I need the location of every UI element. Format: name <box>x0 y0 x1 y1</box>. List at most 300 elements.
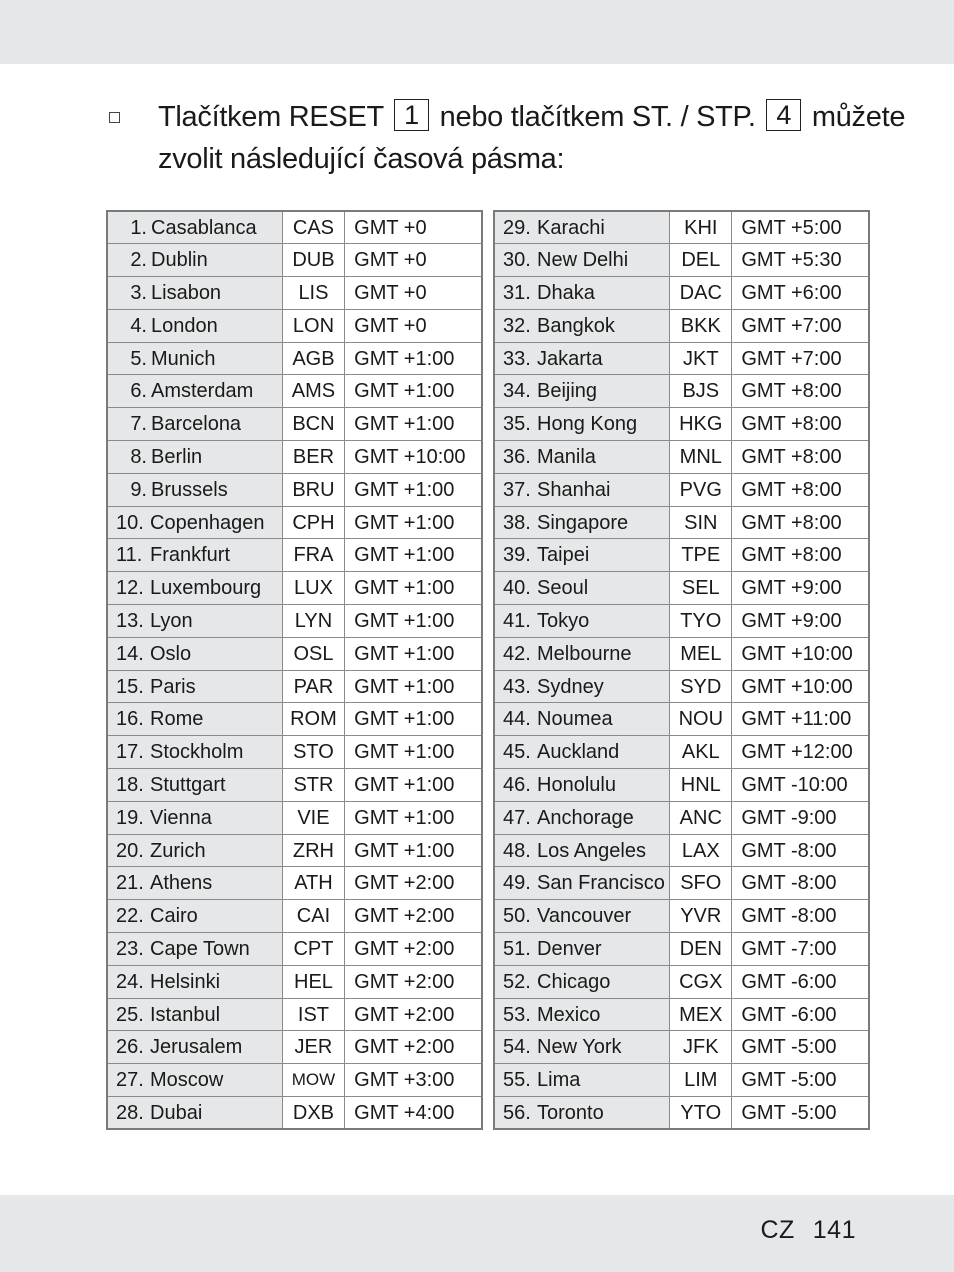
city-name: Berlin <box>151 445 203 468</box>
code-cell: OSL <box>282 637 344 670</box>
table-row <box>494 637 869 670</box>
city-name: Auckland <box>537 741 620 764</box>
code-cell: BJS <box>670 375 732 408</box>
row-number: 41. <box>503 609 531 632</box>
table-row <box>494 408 869 441</box>
table-row <box>494 933 869 966</box>
gmt-cell: GMT +1:00 <box>345 736 482 769</box>
code-cell: FRA <box>282 539 344 572</box>
code-cell: SIN <box>670 506 732 539</box>
city-name: Hong Kong <box>537 413 638 436</box>
gmt-cell: GMT +7:00 <box>732 309 869 342</box>
table-row <box>107 572 482 605</box>
city-name: Helsinki <box>150 970 221 993</box>
city-cell <box>494 375 670 408</box>
code-cell: DEN <box>670 933 732 966</box>
city-name: Cairo <box>150 905 198 928</box>
code-cell: STO <box>282 736 344 769</box>
city-cell <box>107 867 282 900</box>
row-number: 32. <box>503 314 531 337</box>
table-row <box>494 605 869 638</box>
code-cell: JER <box>282 1031 344 1064</box>
city-name: Jerusalem <box>150 1036 243 1059</box>
row-number: 5. <box>130 347 147 370</box>
city-name: Jakarta <box>537 347 603 370</box>
row-number: 36. <box>503 445 531 468</box>
row-number: 21. <box>116 872 144 895</box>
gmt-cell: GMT +3:00 <box>345 1064 482 1097</box>
code-cell: LIM <box>670 1064 732 1097</box>
code-cell: SFO <box>670 867 732 900</box>
table-row <box>494 670 869 703</box>
table-row <box>107 539 482 572</box>
city-cell <box>494 244 670 277</box>
code-cell: MOW <box>282 1064 344 1097</box>
row-number: 29. <box>503 216 531 239</box>
city-name: Moscow <box>150 1069 224 1092</box>
gmt-cell: GMT +9:00 <box>732 605 869 638</box>
city-name: Lima <box>537 1069 581 1092</box>
gmt-cell: GMT +1:00 <box>345 539 482 572</box>
intro-line-1 <box>158 96 906 138</box>
city-name: Singapore <box>537 511 629 534</box>
code-cell: NOU <box>670 703 732 736</box>
city-name: Beijing <box>537 380 598 403</box>
table-row <box>494 539 869 572</box>
city-cell <box>107 244 282 277</box>
city-name: Lyon <box>150 609 193 632</box>
table-row <box>494 506 869 539</box>
page-footer <box>760 1216 856 1245</box>
city-name: Mexico <box>537 1003 601 1026</box>
city-name: New York <box>537 1036 622 1059</box>
city-cell <box>494 867 670 900</box>
gmt-cell: GMT +10:00 <box>732 670 869 703</box>
city-cell <box>494 211 670 244</box>
row-number: 48. <box>503 839 531 862</box>
table-row <box>494 375 869 408</box>
gmt-cell: GMT +0 <box>345 244 482 277</box>
code-cell: YTO <box>670 1097 732 1130</box>
city-name: Casablanca <box>151 216 257 239</box>
gmt-cell: GMT +8:00 <box>732 506 869 539</box>
table-row <box>107 1064 482 1097</box>
city-cell <box>107 933 282 966</box>
gmt-cell: GMT +1:00 <box>345 670 482 703</box>
table-row <box>494 441 869 474</box>
city-cell <box>494 277 670 310</box>
gmt-cell: GMT +7:00 <box>732 342 869 375</box>
city-cell <box>494 900 670 933</box>
table-row <box>494 277 869 310</box>
city-cell <box>107 965 282 998</box>
gmt-cell: GMT +9:00 <box>732 572 869 605</box>
table-row <box>107 998 482 1031</box>
code-cell: LIS <box>282 277 344 310</box>
city-name: Vancouver <box>537 905 632 928</box>
language-code: CZ <box>760 1216 795 1244</box>
table-row <box>494 736 869 769</box>
table-row <box>494 1031 869 1064</box>
gmt-cell: GMT +2:00 <box>345 900 482 933</box>
row-number: 45. <box>503 741 531 764</box>
row-number: 24. <box>116 970 144 993</box>
gmt-cell: GMT -5:00 <box>732 1031 869 1064</box>
gmt-cell: GMT -8:00 <box>732 834 869 867</box>
code-cell: ATH <box>282 867 344 900</box>
city-cell <box>494 309 670 342</box>
city-name: Stuttgart <box>150 773 226 796</box>
table-row <box>494 867 869 900</box>
row-number: 10. <box>116 511 144 534</box>
gmt-cell: GMT +8:00 <box>732 441 869 474</box>
code-cell: AKL <box>670 736 732 769</box>
city-cell <box>494 834 670 867</box>
page-number: 141 <box>812 1216 856 1244</box>
city-cell <box>107 441 282 474</box>
row-number: 28. <box>116 1101 144 1124</box>
city-name: Amsterdam <box>151 380 254 403</box>
row-number: 12. <box>116 577 144 600</box>
gmt-cell: GMT +0 <box>345 277 482 310</box>
row-number: 38. <box>503 511 531 534</box>
city-cell <box>494 408 670 441</box>
city-cell <box>494 637 670 670</box>
code-cell: BCN <box>282 408 344 441</box>
gmt-cell: GMT +12:00 <box>732 736 869 769</box>
gmt-cell: GMT -10:00 <box>732 769 869 802</box>
row-number: 52. <box>503 970 531 993</box>
row-number: 19. <box>116 806 144 829</box>
city-name: Taipei <box>537 544 590 567</box>
row-number: 51. <box>503 937 531 960</box>
city-cell <box>107 408 282 441</box>
table-row <box>494 703 869 736</box>
city-cell <box>107 1064 282 1097</box>
table-row <box>107 1097 482 1130</box>
city-cell <box>494 1097 670 1130</box>
table-row <box>107 637 482 670</box>
city-name: Tokyo <box>537 609 590 632</box>
row-number: 2. <box>130 249 147 272</box>
bullet-square-icon <box>109 112 120 123</box>
table-row <box>107 375 482 408</box>
gmt-cell: GMT +1:00 <box>345 572 482 605</box>
gmt-cell: GMT +1:00 <box>345 342 482 375</box>
row-number: 31. <box>503 281 531 304</box>
code-cell: JFK <box>670 1031 732 1064</box>
row-number: 46. <box>503 773 531 796</box>
gmt-cell: GMT +1:00 <box>345 408 482 441</box>
city-name: Seoul <box>537 577 589 600</box>
table-row <box>107 933 482 966</box>
city-cell <box>107 637 282 670</box>
row-number: 3. <box>130 281 147 304</box>
row-number: 11. <box>116 544 143 567</box>
row-number: 30. <box>503 249 531 272</box>
city-cell <box>107 605 282 638</box>
table-row <box>107 277 482 310</box>
code-cell: STR <box>282 769 344 802</box>
code-cell: VIE <box>282 801 344 834</box>
city-name: Melbourne <box>537 642 632 665</box>
city-name: Denver <box>537 937 602 960</box>
gmt-cell: GMT -5:00 <box>732 1064 869 1097</box>
gmt-cell: GMT +1:00 <box>345 703 482 736</box>
table-row <box>107 769 482 802</box>
row-number: 56. <box>503 1101 531 1124</box>
row-number: 8. <box>130 445 147 468</box>
code-cell: CPT <box>282 933 344 966</box>
table-row <box>494 1064 869 1097</box>
city-cell <box>494 506 670 539</box>
code-cell: DAC <box>670 277 732 310</box>
code-cell: LUX <box>282 572 344 605</box>
table-row <box>107 605 482 638</box>
city-cell <box>494 801 670 834</box>
gmt-cell: GMT +6:00 <box>732 277 869 310</box>
gmt-cell: GMT +11:00 <box>732 703 869 736</box>
gmt-cell: GMT +10:00 <box>345 441 482 474</box>
city-name: Dhaka <box>537 281 595 304</box>
city-name: Stockholm <box>150 741 244 764</box>
table-row <box>107 736 482 769</box>
city-name: Paris <box>150 675 196 698</box>
city-name: Athens <box>150 872 213 895</box>
gmt-cell: GMT +1:00 <box>345 637 482 670</box>
table-row <box>494 1097 869 1130</box>
gmt-cell: GMT +1:00 <box>345 769 482 802</box>
city-name: Barcelona <box>151 413 242 436</box>
city-name: Cape Town <box>150 937 250 960</box>
city-cell <box>107 375 282 408</box>
code-cell: AMS <box>282 375 344 408</box>
gmt-cell: GMT +2:00 <box>345 1031 482 1064</box>
row-number: 18. <box>116 773 144 796</box>
city-cell <box>494 998 670 1031</box>
gmt-cell: GMT +8:00 <box>732 408 869 441</box>
row-number: 14. <box>116 642 144 665</box>
row-number: 25. <box>116 1003 144 1026</box>
gmt-cell: GMT +5:00 <box>732 211 869 244</box>
table-row <box>107 1031 482 1064</box>
city-name: Dubai <box>150 1101 203 1124</box>
code-cell: SYD <box>670 670 732 703</box>
code-cell: DUB <box>282 244 344 277</box>
city-name: Istanbul <box>150 1003 221 1026</box>
row-number: 47. <box>503 806 531 829</box>
code-cell: IST <box>282 998 344 1031</box>
gmt-cell: GMT -8:00 <box>732 867 869 900</box>
code-cell: ROM <box>282 703 344 736</box>
gmt-cell: GMT +4:00 <box>345 1097 482 1130</box>
code-cell: BRU <box>282 473 344 506</box>
gmt-cell: GMT -9:00 <box>732 801 869 834</box>
city-name: Dublin <box>151 249 208 272</box>
city-cell <box>107 277 282 310</box>
gmt-cell: GMT +2:00 <box>345 965 482 998</box>
city-cell <box>107 1031 282 1064</box>
table-row <box>107 408 482 441</box>
code-cell: ANC <box>670 801 732 834</box>
row-number: 42. <box>503 642 531 665</box>
city-cell <box>107 473 282 506</box>
city-cell <box>494 933 670 966</box>
table-row <box>494 834 869 867</box>
code-cell: TYO <box>670 605 732 638</box>
code-cell: MNL <box>670 441 732 474</box>
code-cell: ZRH <box>282 834 344 867</box>
city-name: Copenhagen <box>150 511 265 534</box>
city-name: Toronto <box>537 1101 604 1124</box>
gmt-cell: GMT +1:00 <box>345 801 482 834</box>
gmt-cell: GMT -6:00 <box>732 998 869 1031</box>
gmt-cell: GMT +0 <box>345 211 482 244</box>
header-band <box>0 0 954 64</box>
intro-line-2: zvolit následující časová pásma: <box>158 143 565 175</box>
city-cell <box>494 605 670 638</box>
table-row <box>107 342 482 375</box>
key-st-stp-label: 4 <box>766 99 801 131</box>
city-cell <box>107 801 282 834</box>
table-row <box>494 998 869 1031</box>
row-number: 23. <box>116 937 144 960</box>
city-cell <box>107 211 282 244</box>
row-number: 35. <box>503 413 531 436</box>
code-cell: CPH <box>282 506 344 539</box>
row-number: 6. <box>130 380 147 403</box>
code-cell: MEL <box>670 637 732 670</box>
row-number: 43. <box>503 675 531 698</box>
city-name: London <box>151 314 218 337</box>
gmt-cell: GMT +10:00 <box>732 637 869 670</box>
table-row <box>107 867 482 900</box>
city-cell <box>494 539 670 572</box>
table-row <box>107 670 482 703</box>
city-name: Los Angeles <box>537 839 646 862</box>
table-row <box>494 769 869 802</box>
code-cell: YVR <box>670 900 732 933</box>
table-row <box>494 572 869 605</box>
code-cell: LAX <box>670 834 732 867</box>
gmt-cell: GMT +1:00 <box>345 506 482 539</box>
city-name: Zurich <box>150 839 206 862</box>
city-cell <box>494 1031 670 1064</box>
city-name: Frankfurt <box>150 544 231 567</box>
code-cell: LON <box>282 309 344 342</box>
code-cell: SEL <box>670 572 732 605</box>
table-row <box>107 900 482 933</box>
row-number: 54. <box>503 1036 531 1059</box>
city-cell <box>107 998 282 1031</box>
timezone-table-left <box>106 210 483 1130</box>
city-cell <box>107 342 282 375</box>
city-name: Bangkok <box>537 314 615 337</box>
code-cell: JKT <box>670 342 732 375</box>
city-cell <box>107 506 282 539</box>
code-cell: CGX <box>670 965 732 998</box>
row-number: 7. <box>130 413 147 436</box>
row-number: 53. <box>503 1003 531 1026</box>
city-cell <box>107 703 282 736</box>
code-cell: CAS <box>282 211 344 244</box>
city-cell <box>107 1097 282 1130</box>
city-name: Lisabon <box>151 281 222 304</box>
gmt-cell: GMT +8:00 <box>732 539 869 572</box>
row-number: 39. <box>503 544 531 567</box>
code-cell: CAI <box>282 900 344 933</box>
code-cell: DEL <box>670 244 732 277</box>
row-number: 37. <box>503 478 531 501</box>
gmt-cell: GMT +1:00 <box>345 473 482 506</box>
row-number: 9. <box>130 478 147 501</box>
row-number: 44. <box>503 708 531 731</box>
code-cell: HKG <box>670 408 732 441</box>
city-cell <box>494 342 670 375</box>
city-name: Chicago <box>537 970 611 993</box>
code-cell: HEL <box>282 965 344 998</box>
city-name: Shanhai <box>537 478 611 501</box>
code-cell: TPE <box>670 539 732 572</box>
gmt-cell: GMT -7:00 <box>732 933 869 966</box>
city-cell <box>494 1064 670 1097</box>
row-number: 26. <box>116 1036 144 1059</box>
gmt-cell: GMT +1:00 <box>345 834 482 867</box>
timezone-table-right <box>493 210 870 1130</box>
city-cell <box>107 539 282 572</box>
code-cell: PAR <box>282 670 344 703</box>
table-row <box>494 309 869 342</box>
code-cell: PVG <box>670 473 732 506</box>
gmt-cell: GMT +1:00 <box>345 605 482 638</box>
row-number: 1. <box>130 216 147 239</box>
table-row <box>107 244 482 277</box>
gmt-cell: GMT -6:00 <box>732 965 869 998</box>
table-row <box>494 801 869 834</box>
table-row <box>494 342 869 375</box>
row-number: 16. <box>116 708 144 731</box>
gmt-cell: GMT +0 <box>345 309 482 342</box>
gmt-cell: GMT +1:00 <box>345 375 482 408</box>
city-name: Oslo <box>150 642 192 665</box>
city-name: Rome <box>150 708 204 731</box>
row-number: 13. <box>116 609 144 632</box>
city-cell <box>494 965 670 998</box>
gmt-cell: GMT -8:00 <box>732 900 869 933</box>
table-row <box>494 900 869 933</box>
gmt-cell: GMT -5:00 <box>732 1097 869 1130</box>
city-cell <box>107 309 282 342</box>
city-name: Luxembourg <box>150 577 262 600</box>
intro-part3: můžete <box>811 101 906 133</box>
gmt-cell: GMT +2:00 <box>345 998 482 1031</box>
city-name: Vienna <box>150 806 212 829</box>
table-row <box>107 834 482 867</box>
code-cell: DXB <box>282 1097 344 1130</box>
row-number: 15. <box>116 675 144 698</box>
gmt-cell: GMT +2:00 <box>345 933 482 966</box>
row-number: 27. <box>116 1069 144 1092</box>
table-row <box>494 211 869 244</box>
city-cell <box>494 441 670 474</box>
row-number: 17. <box>116 741 144 764</box>
city-name: Munich <box>151 347 216 370</box>
city-cell <box>494 572 670 605</box>
intro-text <box>158 96 906 180</box>
table-row <box>494 473 869 506</box>
key-reset-label: 1 <box>394 99 429 131</box>
code-cell: LYN <box>282 605 344 638</box>
